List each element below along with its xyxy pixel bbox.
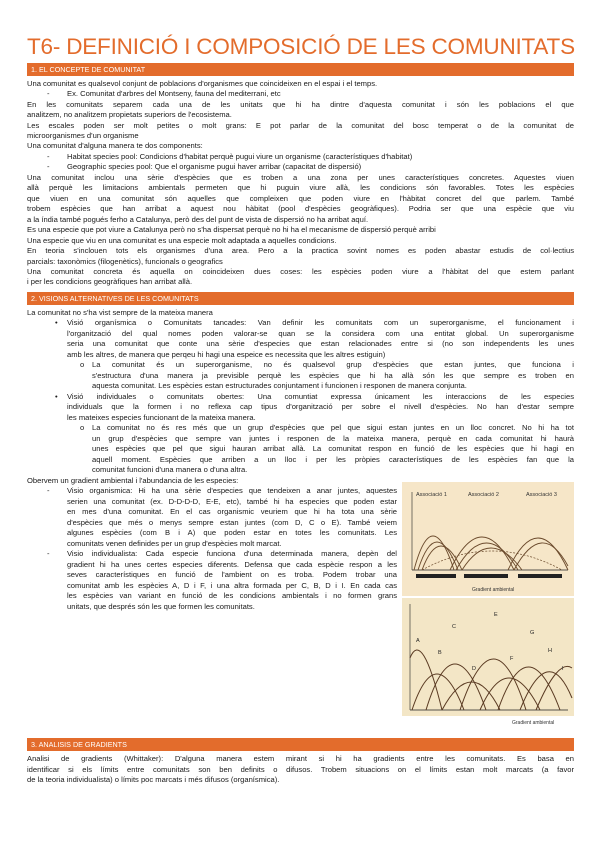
s1-line: Una especie que viu en una comunitat es una especie molt adaptada a aquelles condicions. xyxy=(27,236,337,245)
s1-line: Una comunitat es qualsevol conjunt de poblacions d'organismes que coincideixen en el espai i el temps. xyxy=(27,79,378,88)
s2-line: Visio organismica: Hi ha una sèrie d'especies que tendeixen a anar juntes, aquestes xyxy=(67,486,397,495)
s2-line: La comunitat no s'ha vist sempre de la mateixa manera xyxy=(27,308,213,317)
s2-line: un grup d'espècies que sempre van juntes i responen de la mateixa manera, perquè en cada comunitat hi haurà xyxy=(92,434,574,443)
s2-line: les espècies van variant en funció de les condicions ambientals i no formen grans xyxy=(67,591,397,600)
s1-line: analitzem, no analitzem propietats superiors de l'ecosistema. xyxy=(27,110,232,119)
s1-line: Habitat species pool: Condicions d'habitat perquè pugui viure un organisme (característiques d'habitat) xyxy=(67,152,413,161)
s2-line: comunitat amb les espècies A, D i F, i una altra formada per C, B, D i I. En cada cas xyxy=(67,581,397,590)
section-header-2: 2. VISIONS ALTERNATIVES DE LES COMUNITATS xyxy=(27,292,574,305)
s3-line: Analisi de gradients (Whittaker): D'alguna manera estem mirant si hi ha gradients entre les comunitats. Es basa en xyxy=(27,754,574,763)
species-label: B xyxy=(438,650,442,656)
s1-line: Una comunitat inclou una sèrie d'espècies que es troben a una zona per unes característiques concretes. Aquestes viuen xyxy=(27,173,574,182)
s2-line: d'espècies que més o menys sempre estan juntes (com D, C o E). També veiem xyxy=(67,518,397,527)
bullet-dot: • xyxy=(55,392,58,401)
species-label: I xyxy=(562,666,564,672)
s2-line: seves característiques en funció de l'ambient on es troba. Podem trobar una xyxy=(67,570,397,579)
s2-line: Visió individuales o comunitats obertes: Una comuntiat expressa únicament les interaccions de les especies xyxy=(67,392,574,401)
section-header-1: 1. EL CONCEPTE DE COMUNITAT xyxy=(27,63,574,76)
association-marker xyxy=(518,574,562,578)
s1-line: i per les condicions geogràfiques han arribat allà. xyxy=(27,277,193,286)
s2-line: La comunitat no és res més que un grup d'espècies que pel que sigui estan juntes en un lloc concret. No hi ha tot xyxy=(92,423,574,432)
species-label: C xyxy=(452,624,456,630)
section-header-3: 3. ANALISIS DE GRADIENTS xyxy=(27,738,574,751)
s2-line: aquesta comunitat. Les espècies estan estructurades conjuntament i funcionen i responen de manera conjunta. xyxy=(92,381,467,390)
species-label: F xyxy=(510,656,514,662)
s2-line: seria una comunitat que conte una sèrie d'especies que estan relacionades entre si (no son independents les unes xyxy=(67,339,574,348)
s1-line: a la índia també pogués ferho a Catalunya, però des del punt de vista de dispersió no ha arribat aquí. xyxy=(27,215,369,224)
s1-line: microorganismes d'un organisme xyxy=(27,131,139,140)
s1-line: En teoria s'inclouen tots els organismes d'una area. Pero a la practica sovint nomes es poden abastar estudis de col·lectius xyxy=(27,246,574,255)
association-marker xyxy=(464,574,508,578)
bullet-o: o xyxy=(80,423,85,432)
species-label: A xyxy=(416,638,420,644)
s1-line: En les comunitats separem cada una de les unitats que hi ha dintre d'aquesta comunitat i són les poblacions el que xyxy=(27,100,574,109)
s2-line: amb les altres, de manera que perqeu hi hagi una espeice es necessita que les altres estiguin) xyxy=(67,350,386,359)
s2-line: algunes espècies (com B i A) que poden estar en totes les comunitats. Les xyxy=(67,528,397,537)
s1-line: trobem espècies que han arribat a aquest nou hàbitat (pool d'espècies geogràfiques). Podria ser que una espècie que viu xyxy=(27,204,574,213)
figure-label-assoc2: Associació 2 xyxy=(468,492,499,498)
figure-label-assoc3: Associació 3 xyxy=(526,492,557,498)
bullet-dot: • xyxy=(55,318,58,327)
s1-line: Es una especie que pot viure a Catalunya però no s'ha dispersat perquè no hi ha el mecanisme de dispersió perquè arribi xyxy=(27,225,436,234)
association-marker xyxy=(416,574,456,578)
figure-organismic xyxy=(402,482,574,596)
species-label: H xyxy=(548,648,552,654)
s2-line: comunitat funcioni d'una manera o d'una altra. xyxy=(92,465,248,474)
s2-line: comunitats venen definides per un grup d'espècies molt marcat. xyxy=(67,539,282,548)
species-label: D xyxy=(472,666,476,672)
figure-background xyxy=(402,482,574,596)
bullet-dash: - xyxy=(47,89,50,98)
figure-label-assoc1: Associació 1 xyxy=(416,492,447,498)
x-axis-label: Gradient ambiental xyxy=(472,587,515,593)
s2-line: unes espècies que pel que sigui hauran arribat allà. La comunitat respon en funció de les espècies que hi hagi en xyxy=(92,444,574,453)
figure-background xyxy=(402,598,574,716)
s1-line: que viuen en una comunitat són aquelles que compleixen que poden viure en l'hàbitat concret del que parlem. També xyxy=(27,194,574,203)
s1-line: Les escales poden ser molt petites o molt grans: E pot parlar de la comunitat del bosc temperat o de la comunitat de xyxy=(27,121,574,130)
s1-line: allà perquè les limitacions ambientals permeten que hi puguin viure allà, les condicions són favorables. Totes les espècies xyxy=(27,183,574,192)
figure-individualistic xyxy=(402,598,574,734)
s2-line: Obervem un gradient ambiental i l'abundancia de les especies: xyxy=(27,476,239,485)
s2-line: Visió organísmica o Comunitats tancades: Van definir les comunitats com un superorganisme, el funcionament i xyxy=(67,318,574,327)
x-axis-label: Gradient ambiental xyxy=(512,720,555,726)
bullet-dash: - xyxy=(47,162,50,171)
bullet-o: o xyxy=(80,360,85,369)
s3-line: de la teoria individualista) o límits poc marcats i més difusos (organísmica). xyxy=(27,775,280,784)
s1-line: Geographic species pool: Que el organisme pugui haver arribar (capacitat de dispersió) xyxy=(67,162,362,171)
s2-line: aquell moment. Espècies que arriben a un lloc i per les pròpies característiques de les espècies fan que la xyxy=(92,455,574,464)
s2-line: gradient hi ha unes certes especies diferents. Defensa que cada espècie respon a les xyxy=(67,560,397,569)
s2-line: s'estructura d'una manera ja previsible perquè les espècies que hi ha allà són les que sempre es troben en xyxy=(92,371,574,380)
s2-line: les mateixes especies funcionant de la mateixa manera. xyxy=(67,413,256,422)
s2-line: l'organització del qual nomes poden valorar-se quan se la considera com una entitat global. Un superorganisme xyxy=(67,329,574,338)
species-label: E xyxy=(494,612,498,618)
s2-line: serien una comunitat (ex. D-D-D-D, E-E, etc), també hi ha especies que poden estar xyxy=(67,497,397,506)
species-label: G xyxy=(530,630,535,636)
s1-line: Una comunitat concreta és aquella on coincideixen dues coses: les espècies poden viure a l'hàbitat del que estem parlant xyxy=(27,267,574,276)
s2-line: Visio individualista: Cada especie funciona d'una determinada manera, depèn del xyxy=(67,549,397,558)
page-title: T6- DEFINICIÓ I COMPOSICIÓ DE LES COMUNITATS xyxy=(27,34,575,59)
bullet-dash: - xyxy=(47,549,50,558)
bullet-dash: - xyxy=(47,486,50,495)
s2-line: en mes d'una comunitat. En el cas organismic veuriem que hi ha tota una sèrie xyxy=(67,507,397,516)
s2-line: unitats, que després són les que formen les comunitats. xyxy=(67,602,255,611)
s1-line: Ex. Comunitat d'arbres del Montseny, fauna del mediterrani, etc xyxy=(67,89,281,98)
s2-line: individuals que la formen i no reflexa cap tipus d'organització per sobre el nivell d'espècies. No han d'estar sempre xyxy=(67,402,574,411)
s3-line: identificar si els límits entre comunitats son ben definits o difusos. Trobem situacions on el límits estan molt marcats (a favor xyxy=(27,765,574,774)
bullet-dash: - xyxy=(47,152,50,161)
s2-line: La comunitat és un superorganisme, no és qualsevol grup d'espècies que estan juntes, que funciona i xyxy=(92,360,574,369)
s1-line: parcials: taxonòmics (filogenètics), funcionals o geografics xyxy=(27,257,223,266)
s1-line: Una comunitat d'alguna manera te dos components: xyxy=(27,141,203,150)
